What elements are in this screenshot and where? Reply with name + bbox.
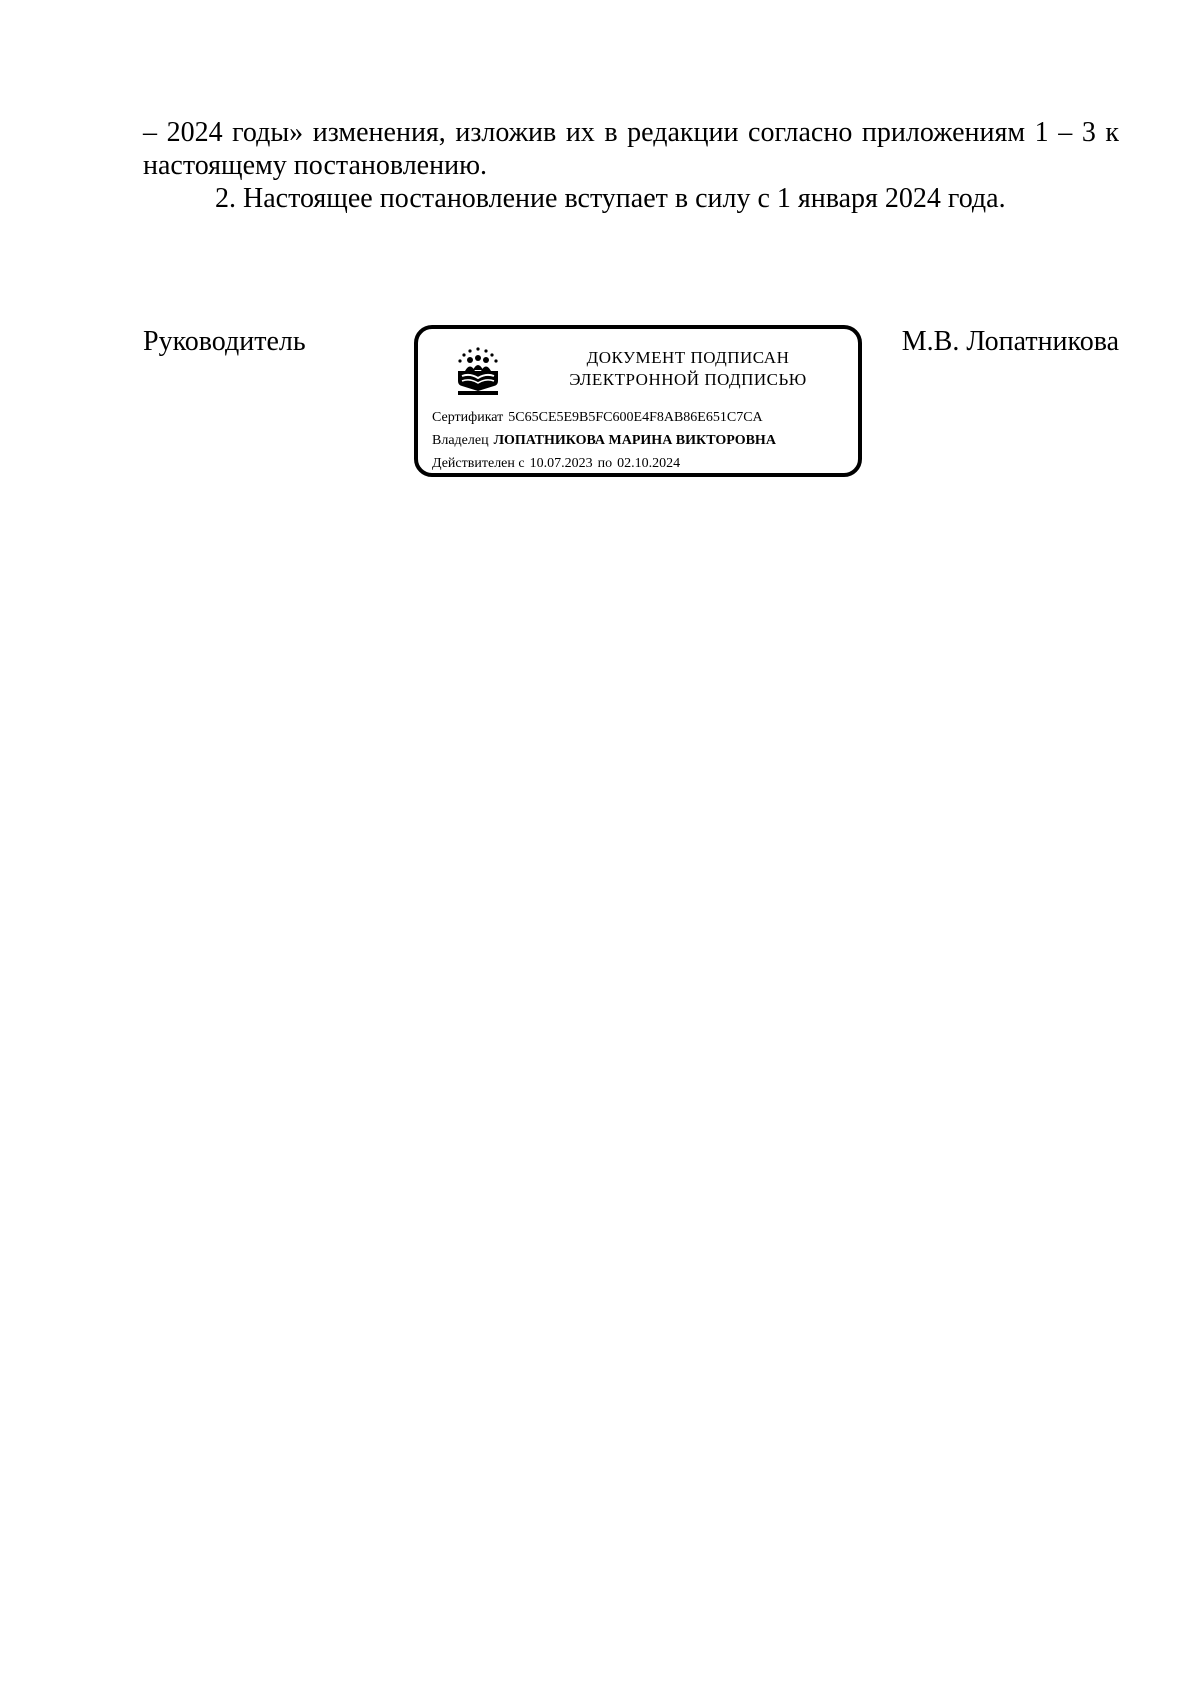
stamp-certificate-line bbox=[432, 409, 763, 427]
electronic-signature-stamp bbox=[414, 325, 862, 477]
regional-coat-of-arms-icon bbox=[452, 345, 504, 397]
stamp-validity-line bbox=[432, 455, 680, 473]
paragraph-effective-date: 2. Настоящее постановление вступает в силу с 1 января 2024 года. bbox=[215, 183, 1006, 214]
stamp-certificate-value: 5C65CE5E9B5FC600E4F8AB86E651C7CA bbox=[508, 410, 763, 425]
signatory-role: Руководитель bbox=[143, 326, 306, 357]
stamp-owner-line bbox=[432, 432, 776, 450]
stamp-valid-label: Действителен с bbox=[432, 456, 525, 471]
stamp-title bbox=[528, 347, 848, 391]
stamp-certificate-label: Сертификат bbox=[432, 410, 504, 425]
signature-block bbox=[143, 325, 1119, 495]
document-body bbox=[143, 116, 1119, 215]
stamp-valid-from: 10.07.2023 bbox=[529, 456, 593, 471]
paragraph-continuation: – 2024 годы» изменения, изложив их в редакции согласно приложениям 1 – 3 к настоящему постановлению. bbox=[143, 117, 1119, 181]
stamp-owner-label: Владелец bbox=[432, 433, 489, 448]
stamp-owner-value: ЛОПАТНИКОВА МАРИНА ВИКТОРОВНА bbox=[493, 433, 776, 448]
stamp-title-line-2: ЭЛЕКТРОННОЙ ПОДПИСЬЮ bbox=[569, 370, 807, 389]
stamp-valid-to-label: по bbox=[597, 456, 613, 471]
stamp-title-line-1: ДОКУМЕНТ ПОДПИСАН bbox=[586, 348, 790, 367]
stamp-valid-to: 02.10.2024 bbox=[617, 456, 681, 471]
signatory-name: М.В. Лопатникова bbox=[901, 326, 1119, 357]
